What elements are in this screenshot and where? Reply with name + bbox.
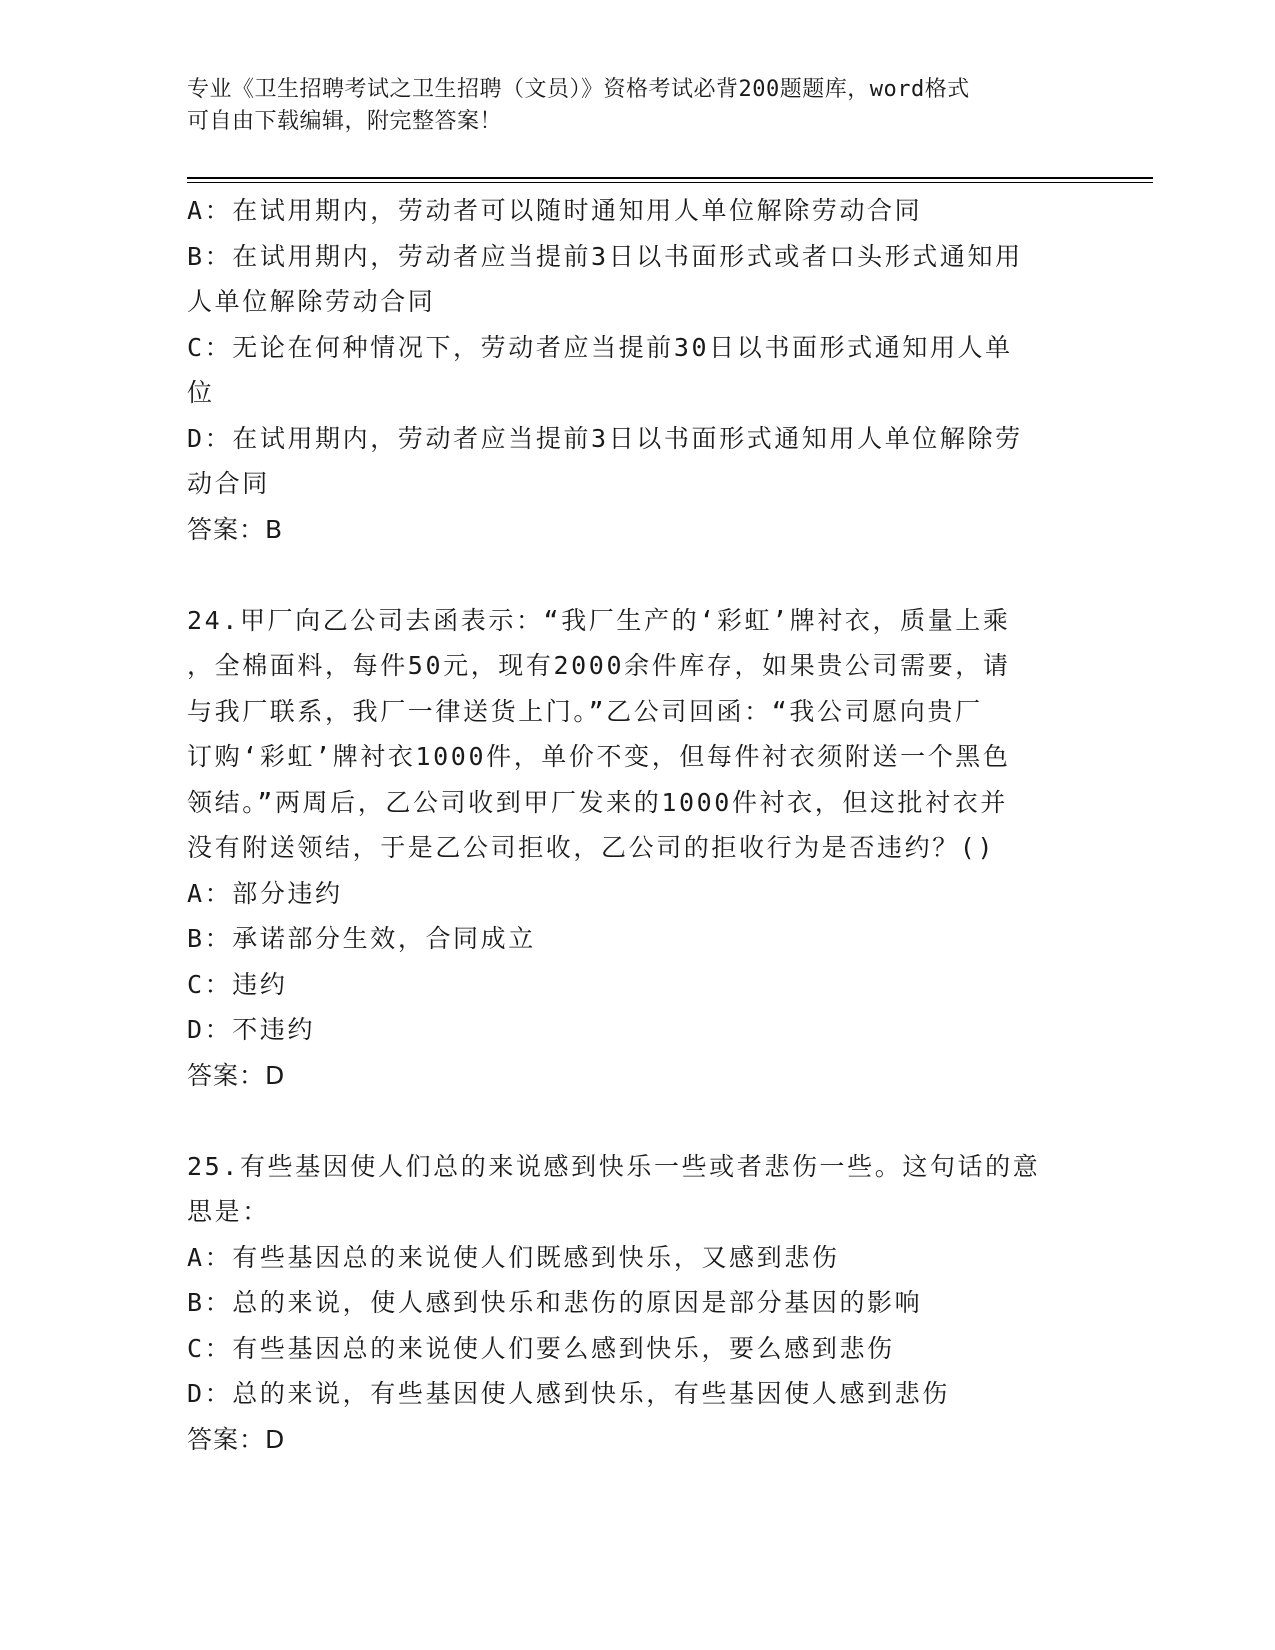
answer-label: 答案：B bbox=[187, 514, 284, 544]
question-text-line: ，全棉面料，每件50元，现有2000余件库存，如果贵公司需要，请 bbox=[187, 651, 1011, 680]
option-b: B：承诺部分生效，合同成立 bbox=[187, 924, 536, 953]
block-spacer bbox=[187, 1098, 1067, 1144]
answer-label: 答案：D bbox=[187, 1060, 286, 1090]
option-b-cont: 人单位解除劳动合同 bbox=[187, 287, 436, 316]
option-a: A：在试用期内，劳动者可以随时通知用人单位解除劳动合同 bbox=[187, 196, 923, 225]
question-text-line: 思是： bbox=[187, 1197, 270, 1226]
option-a: A：部分违约 bbox=[187, 878, 343, 908]
option-c: C：违约 bbox=[187, 969, 288, 999]
option-d: D：不违约 bbox=[187, 1015, 316, 1044]
option-b: B：总的来说，使人感到快乐和悲伤的原因是部分基因的影响 bbox=[187, 1288, 923, 1317]
question-text-line: 24.甲厂向乙公司去函表示：“我厂生产的‘彩虹’牌衬衣，质量上乘 bbox=[187, 605, 1011, 635]
header-rule-thick bbox=[187, 177, 1153, 179]
document-header bbox=[187, 74, 1067, 138]
option-c: C：无论在何种情况下，劳动者应当提前30日以书面形式通知用人单 bbox=[187, 332, 1013, 362]
question-text-line: 订购‘彩虹’牌衬衣1000件，单价不变，但每件衬衣须附送一个黑色 bbox=[187, 742, 1011, 771]
option-d: D：在试用期内，劳动者应当提前3日以书面形式通知用人单位解除劳 bbox=[187, 423, 1023, 453]
question-block-23 bbox=[187, 188, 1067, 552]
option-d: D：总的来说，有些基因使人感到快乐，有些基因使人感到悲伤 bbox=[187, 1379, 950, 1408]
option-c: C：有些基因总的来说使人们要么感到快乐，要么感到悲伤 bbox=[187, 1333, 895, 1363]
option-b: B：在试用期内，劳动者应当提前3日以书面形式或者口头形式通知用 bbox=[187, 241, 1023, 271]
header-line-1: 专业《卫生招聘考试之卫生招聘（文员）》资格考试必背200题题库，word格式 bbox=[187, 77, 970, 102]
header-rule-thin bbox=[187, 182, 1153, 183]
question-text-line: 领结。”两周后，乙公司收到甲厂发来的1000件衬衣，但这批衬衣并 bbox=[187, 787, 1008, 817]
option-d-cont: 动合同 bbox=[187, 469, 270, 498]
option-c-cont: 位 bbox=[187, 378, 215, 407]
option-a: A：有些基因总的来说使人们既感到快乐，又感到悲伤 bbox=[187, 1242, 840, 1272]
question-text-line: 25.有些基因使人们总的来说感到快乐一些或者悲伤一些。这句话的意 bbox=[187, 1151, 1041, 1181]
question-text-line: 没有附送领结，于是乙公司拒收，乙公司的拒收行为是否违约？() bbox=[187, 833, 996, 862]
question-block-25 bbox=[187, 1144, 1067, 1463]
block-spacer bbox=[187, 552, 1067, 598]
question-text-line: 与我厂联系，我厂一律送货上门。”乙公司回函：“我公司愿向贵厂 bbox=[187, 696, 983, 726]
answer-label: 答案：D bbox=[187, 1424, 286, 1454]
question-content bbox=[187, 188, 1067, 1462]
question-block-24 bbox=[187, 598, 1067, 1099]
header-line-2: 可自由下载编辑，附完整答案！ bbox=[187, 109, 503, 134]
